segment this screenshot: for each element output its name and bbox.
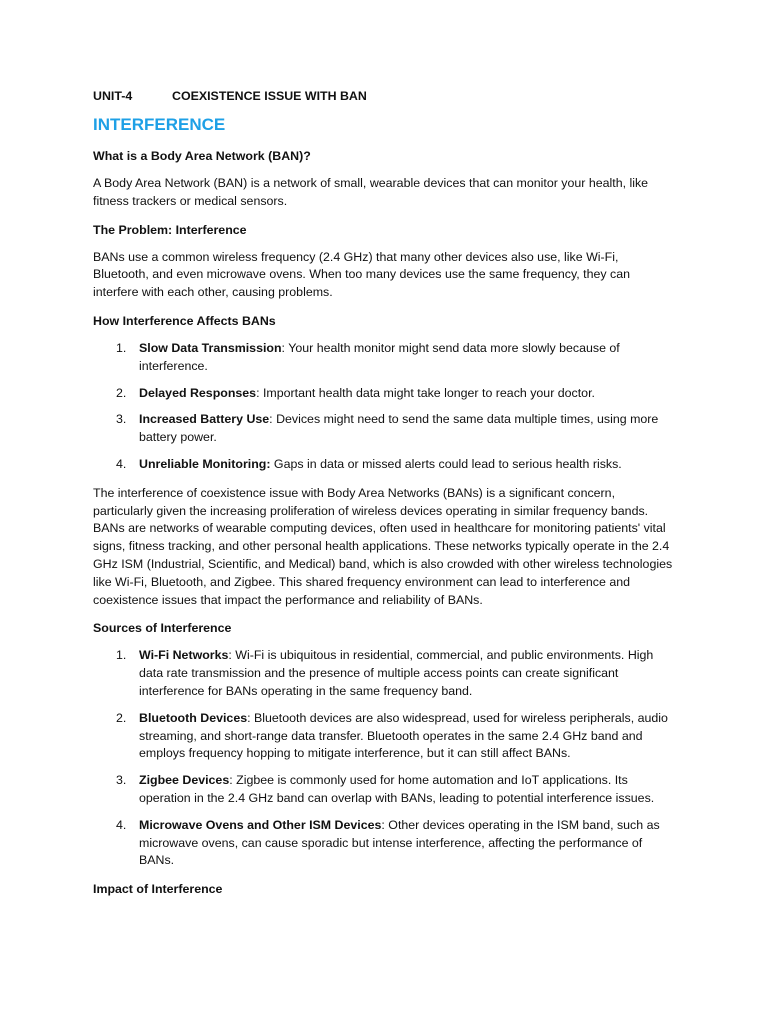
list-item: [93, 456, 676, 474]
problem-heading: The Problem: Interference: [93, 222, 247, 237]
list-sep: :: [247, 710, 251, 725]
list-sep: :: [229, 773, 233, 788]
section-title: INTERFERENCE: [93, 115, 226, 134]
list-text: Devices might need to send the same data multiple times, using more battery power.: [139, 412, 659, 445]
list-number: 2.: [116, 710, 127, 725]
sources-list: [93, 647, 676, 870]
list-number: 2.: [116, 385, 127, 400]
list-term: Delayed Responses: [139, 385, 257, 400]
list-sep: :: [381, 817, 385, 832]
list-number: 4.: [116, 817, 127, 832]
list-number: 1.: [116, 340, 127, 355]
affects-heading: How Interference Affects BANs: [93, 313, 276, 328]
list-text: Your health monitor might send data more slowly because of interference.: [139, 340, 620, 373]
list-term: Zigbee Devices: [139, 773, 230, 788]
intro-paragraph: A Body Area Network (BAN) is a network of small, wearable devices that can monitor your health, like fitness trackers or medical sensors.: [93, 176, 649, 208]
list-item: [93, 772, 676, 808]
list-item: [93, 817, 676, 870]
list-number: 3.: [116, 773, 127, 788]
unit-header: [93, 88, 676, 104]
list-number: 4.: [116, 456, 127, 471]
problem-paragraph: BANs use a common wireless frequency (2.4 GHz) that many other devices also use, like Wi-Fi, Bluetooth, and even microwave ovens. When too many devices use the same frequency, they can interfere with each other, causing problems.: [93, 249, 630, 300]
list-text: Wi-Fi is ubiquitous in residential, commercial, and public environments. High data rate transmission and the presence of multiple access points can create significant interference for BANs operating in the same frequency band.: [139, 648, 654, 698]
list-item: [93, 710, 676, 763]
list-item: [93, 340, 676, 376]
list-term: Increased Battery Use: [139, 412, 270, 427]
intro-heading: What is a Body Area Network (BAN)?: [93, 149, 311, 163]
list-term: Wi-Fi Networks: [139, 648, 229, 663]
list-number: 3.: [116, 412, 127, 427]
list-sep: :: [228, 648, 232, 663]
overview-paragraph: The interference of coexistence issue with Body Area Networks (BANs) is a significant concern, particularly given the increasing proliferation of wireless devices operating in similar frequency bands. BANs are networks of wearable computing devices, often used in healthcare for monitoring patients' vital signs, fitness tracking, and other personal health applications. These networks typically operate in the 2.4 GHz ISM (Industrial, Scientific, and Medical) band, which is also crowded with other wireless technologies like Wi-Fi, Bluetooth, and Zigbee. This shared frequency environment can lead to interference and coexistence issues that impact the performance and reliability of BANs.: [93, 485, 673, 607]
list-sep: :: [269, 412, 273, 427]
list-term: Slow Data Transmission: [139, 340, 282, 355]
unit-title: COEXISTENCE ISSUE WITH BAN: [172, 89, 367, 103]
impact-heading: Impact of Interference: [93, 882, 223, 897]
sources-heading: Sources of Interference: [93, 621, 232, 636]
list-item: [93, 647, 676, 700]
list-item: [93, 385, 676, 403]
list-sep: :: [281, 340, 285, 355]
list-number: 1.: [116, 648, 127, 663]
list-sep: :: [256, 385, 260, 400]
list-text: Important health data might take longer to reach your doctor.: [259, 385, 595, 400]
list-text: Gaps in data or missed alerts could lead to serious health risks.: [270, 456, 622, 471]
list-item: [93, 411, 676, 447]
list-text: Other devices operating in the ISM band, such as microwave ovens, can cause sporadic but intense interference, affecting the performance of BANs.: [139, 817, 660, 868]
list-text: Bluetooth devices are also widespread, used for wireless peripherals, audio streaming, and short-range data transfer. Bluetooth operates in the same 2.4 GHz band and employs frequency hopping to mitigate interference, but it can still affect BANs.: [139, 710, 668, 761]
unit-number: UNIT-4: [93, 89, 133, 103]
list-term: Microwave Ovens and Other ISM Devices: [139, 817, 382, 832]
list-term: Unreliable Monitoring:: [139, 456, 271, 471]
list-text: Zigbee is commonly used for home automation and IoT applications. Its operation in the 2.4 GHz band can overlap with BANs, leading to potential interference issues.: [139, 773, 655, 805]
list-term: Bluetooth Devices: [139, 710, 248, 725]
affects-list: [93, 340, 676, 474]
